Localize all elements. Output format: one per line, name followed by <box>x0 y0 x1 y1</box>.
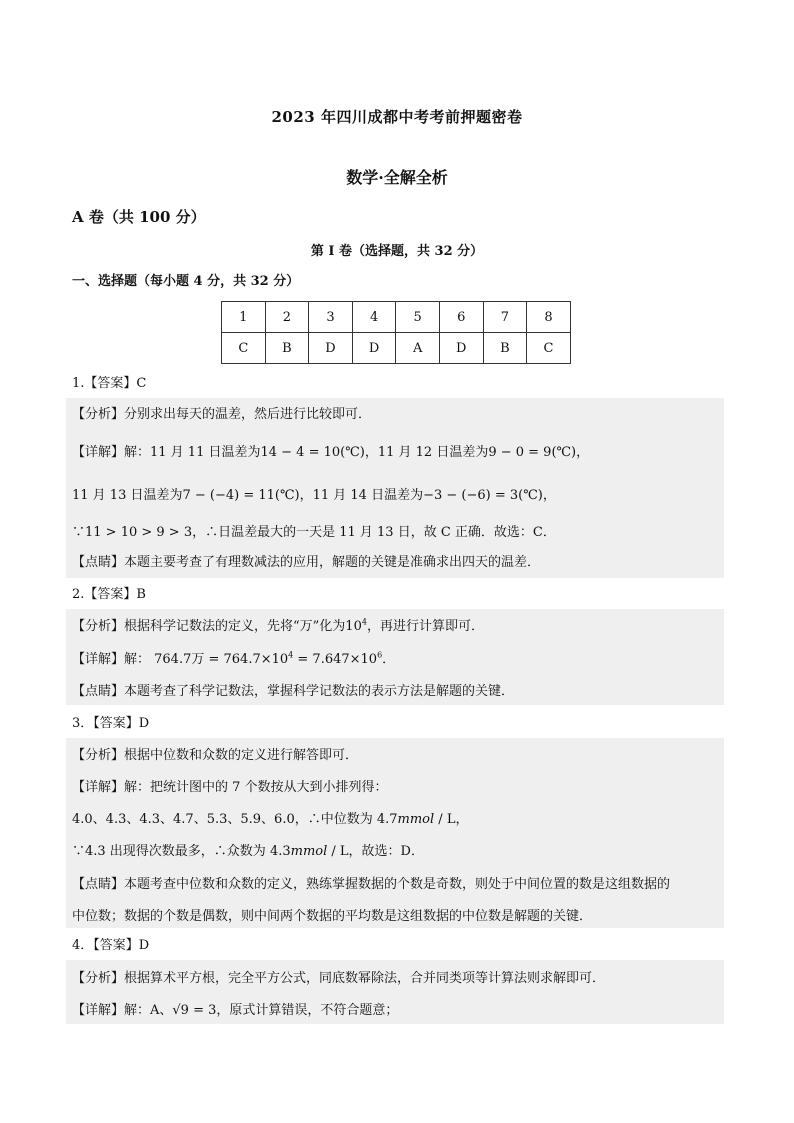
table-cell: A <box>396 333 440 364</box>
table-cell: 1 <box>222 302 266 333</box>
q1-detail-line-3: ∵11 > 10 > 9 > 3，∴日温差最大的一天是 11 月 13 日，故 C 正确．故选：C． <box>72 525 556 540</box>
q2-answer: 2.【答案】B <box>72 587 146 602</box>
q1-comment: 【点睛】本题主要考查了有理数减法的应用，解题的关键是准确求出四天的温差． <box>72 555 541 570</box>
q3-analysis: 【分析】根据中位数和众数的定义进行解答即可． <box>72 748 359 763</box>
table-cell: 3 <box>309 302 353 333</box>
answer-table <box>221 301 571 364</box>
q3-answer: 3．【答案】D <box>72 716 150 731</box>
table-cell: B <box>483 333 527 364</box>
table-cell: 4 <box>352 302 396 333</box>
answer-table-answer-row <box>222 333 571 364</box>
q3-detail-line-3: ∵4.3 出现得次数最多，∴众数为 4.3mmol / L，故选：D． <box>72 844 424 859</box>
q1-answer: 1.【答案】C <box>72 376 147 391</box>
q2-analysis: 【分析】根据科学记数法的定义，先将“万”化为$10^4$，再进行计算即可． <box>72 617 484 634</box>
q1-detail-line-1: 【详解】解：11 月 11 日温差为14 − 4 = 10(℃)，11 月 12 日温差为9 − 0 = 9(℃)， <box>72 445 590 460</box>
q4-answer: 4．【答案】D <box>72 938 150 953</box>
section-one-heading: 一、选择题（每小题 4 分，共 32 分） <box>72 274 300 289</box>
answer-table-number-row <box>222 302 571 333</box>
q3-solution-block <box>66 738 724 928</box>
table-cell: C <box>222 333 266 364</box>
table-cell: D <box>439 333 483 364</box>
q4-analysis: 【分析】根据算术平方根，完全平方公式，同底数幂除法，合并同类项等计算法则求解即可． <box>72 971 606 986</box>
table-cell: 7 <box>483 302 527 333</box>
q1-analysis: 【分析】分别求出每天的温差，然后进行比较即可． <box>72 407 372 422</box>
q3-detail-line-2: 4.0、4.3、4.3、4.7、5.3、5.9、6.0，∴中位数为 4.7mmol / L， <box>72 812 469 827</box>
table-cell: B <box>265 333 309 364</box>
page-subtitle: 数学·全解全析 <box>346 168 448 187</box>
page-title: 2023 年四川成都中考考前押题密卷 <box>271 108 523 126</box>
q1-detail-line-2: 11 月 13 日温差为7 − (−4) = 11(℃)，11 月 14 日温差为−3 − (−6) = 3(℃)， <box>72 488 556 503</box>
table-cell: D <box>309 333 353 364</box>
table-cell: 8 <box>527 302 571 333</box>
table-cell: C <box>527 333 571 364</box>
q3-detail-line-1: 【详解】解：把统计图中的 7 个数按从大到小排列得： <box>72 780 388 795</box>
q2-detail: 【详解】解： 764.7万 = $764.7\times 10^4 = 7.647\times 10^6$． <box>72 650 396 667</box>
volume-a-heading: A 卷（共 100 分） <box>72 208 206 226</box>
q3-comment-line-2: 中位数；数据的个数是偶数，则中间两个数据的平均数是这组数据的中位数是解题的关键． <box>72 909 593 924</box>
q4-detail: 【详解】解：A、√9 = 3，原式计算错误，不符合题意； <box>72 1003 399 1018</box>
q3-comment-line-1: 【点睛】本题考查中位数和众数的定义，熟练掌握数据的个数是奇数，则处于中间位置的数是这组数据的 <box>72 877 671 892</box>
table-cell: 5 <box>396 302 440 333</box>
table-cell: D <box>352 333 396 364</box>
table-cell: 2 <box>265 302 309 333</box>
part-one-heading: 第 I 卷（选择题，共 32 分） <box>310 244 484 259</box>
q2-comment: 【点睛】本题考查了科学记数法，掌握科学记数法的表示方法是解题的关键． <box>72 684 515 699</box>
table-cell: 6 <box>439 302 483 333</box>
